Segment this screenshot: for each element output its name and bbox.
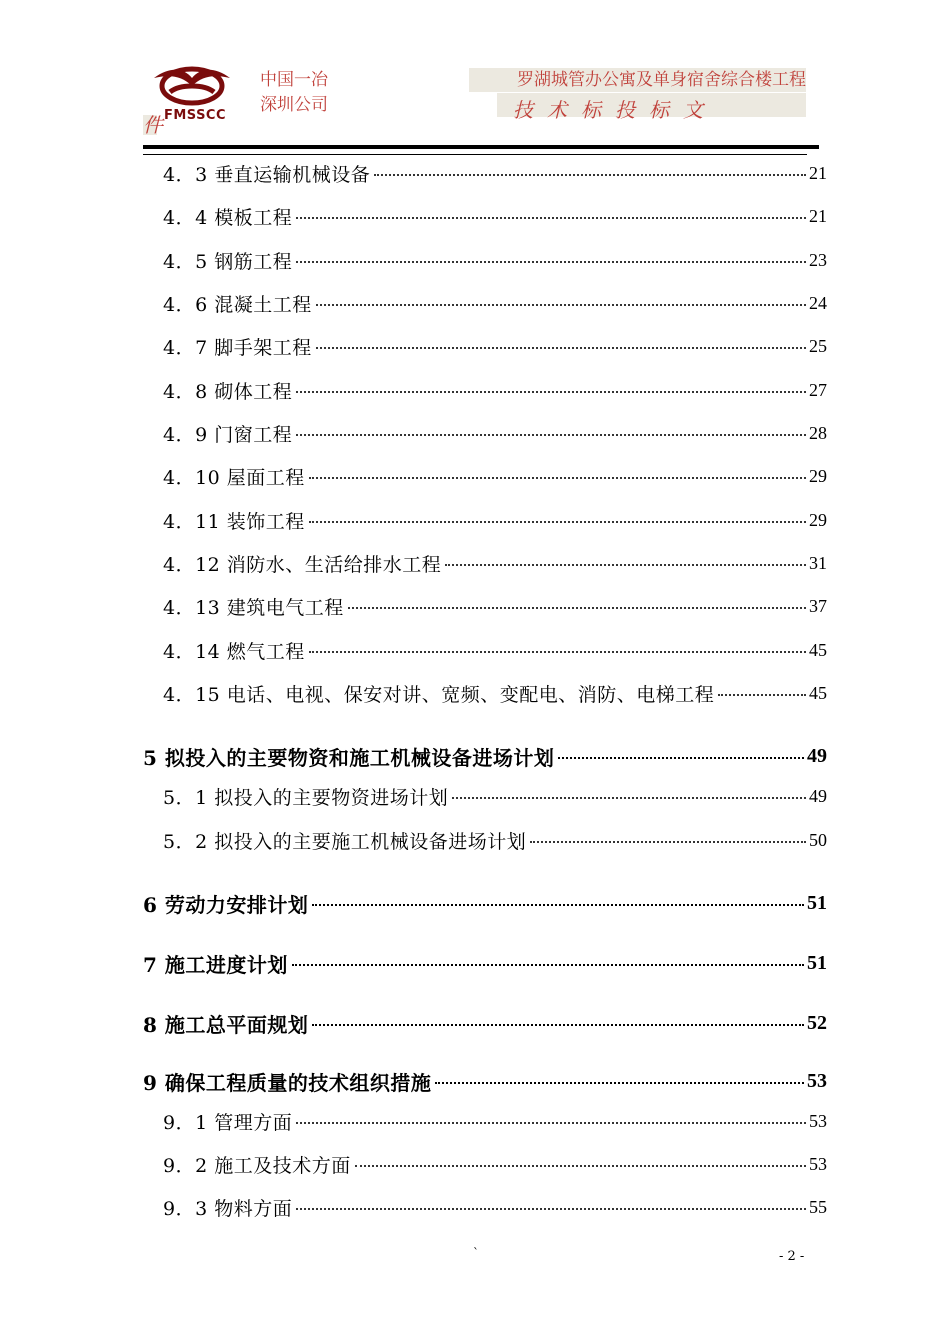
- toc-dot-leader: [309, 521, 806, 523]
- footer-mark: `: [473, 1246, 479, 1260]
- toc-dot-leader: [530, 841, 806, 843]
- toc-dot-leader: [292, 964, 804, 966]
- toc-entry-label: 4．9 门窗工程: [163, 423, 293, 446]
- toc-entry-label: 4．15 电话、电视、保安对讲、宽频、变配电、消防、电梯工程: [163, 683, 715, 706]
- toc-entry-label: 4．5 钢筋工程: [163, 250, 293, 273]
- toc-entry-label: 9 确保工程质量的技术组织措施: [143, 1070, 432, 1095]
- toc-entry-label: 4．10 屋面工程: [163, 466, 305, 489]
- toc-dot-leader: [296, 1208, 806, 1210]
- toc-dot-leader: [312, 904, 804, 906]
- toc-entry-page: 53: [809, 1110, 827, 1131]
- toc-dot-leader: [718, 694, 806, 696]
- toc-dot-leader: [312, 1024, 804, 1026]
- toc-entry-label: 9．3 物料方面: [163, 1197, 293, 1220]
- toc-entry-label: 4．13 建筑电气工程: [163, 596, 344, 619]
- toc-section-entry[interactable]: [163, 680, 827, 706]
- toc-dot-leader: [558, 757, 804, 759]
- toc-entry-page: 53: [809, 1153, 827, 1174]
- toc-dot-leader: [296, 261, 806, 263]
- toc-entry-page: 55: [809, 1196, 827, 1217]
- toc-section-entry[interactable]: [163, 1151, 827, 1177]
- toc-section-entry[interactable]: [163, 203, 827, 229]
- toc-entry-label: 6 劳动力安排计划: [143, 892, 309, 917]
- page-number: - 2 -: [779, 1249, 805, 1264]
- header-rule-thin: [143, 154, 807, 155]
- logo-text: FMSSCC: [163, 108, 227, 123]
- toc-entry-label: 8 施工总平面规划: [143, 1012, 309, 1037]
- toc-chapter-entry[interactable]: [143, 1010, 827, 1036]
- toc-section-entry[interactable]: [163, 637, 827, 663]
- toc-entry-page: 50: [809, 829, 827, 850]
- toc-dot-leader: [296, 391, 806, 393]
- toc-entry-label: 4．8 砌体工程: [163, 380, 293, 403]
- toc-entry-label: 4．7 脚手架工程: [163, 336, 312, 359]
- toc-dot-leader: [309, 477, 806, 479]
- toc-section-entry[interactable]: [163, 593, 827, 619]
- toc-entry-page: 45: [809, 682, 827, 703]
- toc-entry-page: 23: [809, 249, 827, 270]
- toc-dot-leader: [316, 304, 806, 306]
- toc-entry-label: 7 施工进度计划: [143, 952, 288, 977]
- toc-entry-label: 4．6 混凝土工程: [163, 293, 312, 316]
- toc-entry-label: 9．1 管理方面: [163, 1111, 293, 1134]
- toc-section-entry[interactable]: [163, 333, 827, 359]
- toc-section-entry[interactable]: [163, 160, 827, 186]
- toc-entry-page: 51: [807, 951, 827, 974]
- toc-dot-leader: [296, 217, 806, 219]
- document-title: [497, 93, 806, 122]
- toc-entry-label: 5．1 拟投入的主要物资进场计划: [163, 786, 449, 809]
- toc-entry-page: 27: [809, 379, 827, 400]
- toc-section-entry[interactable]: [163, 247, 827, 273]
- toc-entry-page: 53: [807, 1069, 827, 1092]
- toc-entry-page: 29: [809, 465, 827, 486]
- toc-dot-leader: [316, 347, 806, 349]
- toc-dot-leader: [296, 1122, 806, 1124]
- toc-entry-page: 51: [807, 891, 827, 914]
- toc-section-entry[interactable]: [163, 1194, 827, 1220]
- toc-entry-page: 45: [809, 639, 827, 660]
- toc-section-entry[interactable]: [163, 507, 827, 533]
- toc-section-entry[interactable]: [163, 550, 827, 576]
- toc-entry-label: 5 拟投入的主要物资和施工机械设备进场计划: [143, 745, 555, 770]
- toc-dot-leader: [355, 1165, 806, 1167]
- toc-entry-page: 49: [807, 744, 827, 767]
- toc-entry-page: 31: [809, 552, 827, 573]
- toc-entry-page: 25: [809, 335, 827, 356]
- company-name: [260, 68, 328, 118]
- document-title-overflow: [143, 113, 163, 137]
- toc-entry-label: 4．14 燃气工程: [163, 640, 305, 663]
- toc-entry-label: 4．12 消防水、生活给排水工程: [163, 553, 442, 576]
- toc-chapter-entry[interactable]: [143, 1068, 827, 1094]
- document-title-overflow-text: 件: [143, 113, 163, 137]
- toc-dot-leader: [309, 651, 806, 653]
- toc-dot-leader: [296, 434, 806, 436]
- toc-dot-leader: [348, 607, 806, 609]
- toc-chapter-entry[interactable]: [143, 890, 827, 916]
- company-name-line1: 中国一冶: [260, 70, 328, 90]
- toc-section-entry[interactable]: [163, 377, 827, 403]
- project-title: 罗湖城管办公寓及单身宿舍综合楼工程: [469, 68, 806, 92]
- toc-entry-label: 5．2 拟投入的主要施工机械设备进场计划: [163, 830, 527, 853]
- toc-section-entry[interactable]: [163, 827, 827, 853]
- toc-entry-page: 24: [809, 292, 827, 313]
- toc-dot-leader: [452, 797, 806, 799]
- toc-entry-page: 21: [809, 205, 827, 226]
- fmsscc-logo-icon: [150, 62, 234, 108]
- toc-section-entry[interactable]: [163, 1108, 827, 1134]
- toc-entry-label: 4．11 装饰工程: [163, 510, 305, 533]
- toc-section-entry[interactable]: [163, 783, 827, 809]
- toc-dot-leader: [435, 1082, 804, 1084]
- toc-entry-label: 4．4 模板工程: [163, 206, 293, 229]
- toc-entry-page: 49: [809, 785, 827, 806]
- toc-entry-page: 28: [809, 422, 827, 443]
- toc-section-entry[interactable]: [163, 420, 827, 446]
- page-header: [0, 0, 950, 160]
- company-name-line2: 深圳公司: [260, 95, 328, 115]
- toc-entry-label: 9．2 施工及技术方面: [163, 1154, 351, 1177]
- toc-entry-label: 4．3 垂直运输机械设备: [163, 163, 371, 186]
- document-title-text: 技术标投标文: [513, 98, 717, 122]
- toc-entry-page: 29: [809, 509, 827, 530]
- toc-entry-page: 37: [809, 595, 827, 616]
- toc-dot-leader: [445, 564, 806, 566]
- header-rule-thick: [143, 145, 819, 149]
- toc-chapter-entry[interactable]: [143, 950, 827, 976]
- toc-entry-page: 21: [809, 162, 827, 183]
- toc-chapter-entry[interactable]: [143, 743, 827, 769]
- toc-section-entry[interactable]: [163, 290, 827, 316]
- toc-dot-leader: [374, 174, 806, 176]
- toc-section-entry[interactable]: [163, 463, 827, 489]
- toc-entry-page: 52: [807, 1011, 827, 1034]
